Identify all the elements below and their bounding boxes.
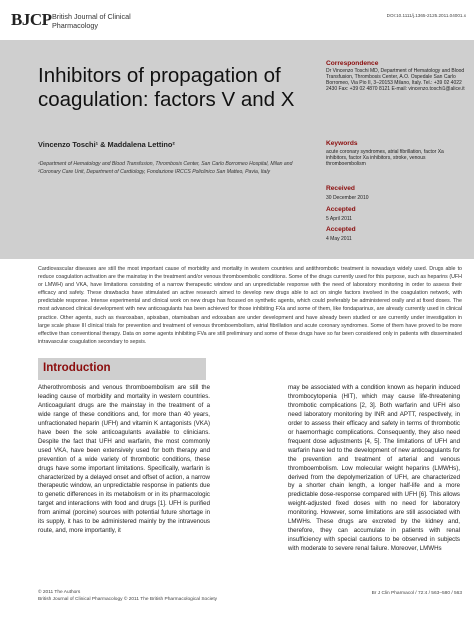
accepted-label: Accepted bbox=[326, 206, 356, 213]
footer-citation: Br J Clin Pharmacol / 72:4 / 563–580 / 563 bbox=[371, 591, 462, 596]
keywords-text: acute coronary syndromes, atrial fibrillation, factor Xa inhibitors, factor Xa inhibitors, stroke, venous thromboembolism bbox=[326, 149, 444, 168]
abstract: Cardiovascular diseases are still the most important cause of morbidity and mortality in western countries and antithrombotic treatment is nowadays widely used. Drugs able to reduce coagulation activation are the mainstay in the treatment and/or venous thromboembolic conditions. Some of the drugs currently used for this purpose, such as heparins (UFH or LMWH) and VKA, have limitations consisting of a narrow therapeutic window and an unpredictable response with the need of laboratory monitoring in order to assess their efficacy and safety. These drawbacks have stimulated an active research aimed to develop new drugs able to act on single factors involved in the coagulation network, with predictable response. Intense experimental and clinical work on new drugs has focused on synthetic agents, which could preferably be administered orally and at fixed doses. The most advanced clinical development with new anticoagulants has been achieved for those inhibiting FXa and some of them, like fondaparinux, are already currently used in clinical practice. Other agents, such as rivaroxaban, apixaban, otamixaban and edoxaban are under development and have already been studied or are currently under investigation in large scale phase III clinical trials for prevention and treatment of venous thromboembolism, atrial fibrillation and acute coronary syndromes. Some of them have proved to be more effective than conventional therapy. Data on some agents inhibiting FVa are still preliminary and some of these drugs have so far been considered only in patients with disseminated intravascular coagulation secondary to sepsis. bbox=[38, 266, 462, 345]
correspondence-text: Dr Vincenzo Toschi MD, Department of Hematology and Blood Transfusion, Thrombosis Center, A.O. Ospedale San Carlo Borromeo, Via Pio II, 3–20153 Milano, Italy. Tel.: +39 02 4022 2430 Fax: +39 02 4870 8121 E-mail: vincenzo.toschi1@alice.it bbox=[326, 68, 465, 93]
introduction-heading: Introduction bbox=[43, 361, 111, 374]
footer-journal-credit: British Journal of Clinical Pharmacology © 2011 The British Pharmacological Society bbox=[38, 596, 218, 602]
received-label: Received bbox=[326, 185, 355, 192]
keywords-label: Keywords bbox=[326, 140, 358, 147]
accepted-proofs-date: 4 May 2011 bbox=[326, 236, 352, 242]
footer-copyright-line: © 2011 The Authors bbox=[38, 590, 81, 595]
journal-name bbox=[52, 13, 131, 30]
correspondence-block bbox=[326, 60, 466, 92]
journal-name-line2: Pharmacology bbox=[52, 20, 98, 30]
journal-name-line1: British Journal of Clinical bbox=[52, 12, 131, 21]
journal-header bbox=[0, 0, 474, 40]
received-date: 30 December 2010 bbox=[326, 195, 369, 201]
correspondence-label: Correspondence bbox=[326, 60, 379, 67]
journal-logo: BJCP bbox=[11, 10, 52, 29]
accepted-proofs-label: Accepted bbox=[326, 226, 356, 233]
body-column-left: Atherothrombosis and venous thromboembolism are still the leading cause of morbidity and mortality in western countries. Anticoagulant drugs are the mainstay in the treatment of a wide range of these conditions and, for more than 40 years, unfractionated heparin (UFH) and vitamin K antagonists (VKA) have been the sole anticoagulants available to clinicians. Despite the fact that UFH and warfarin, the most commonly used VKA, have been extensively used for both therapy and prevention of a wide variety of thrombotic conditions, these drugs have some important limitations. Specifically, warfarin is characterized by a delayed onset and offset of action, a narrow therapeutic window, an unpredictable response in patients due to genetic differences in its metabolism or in its pharmacologic target and interactions with food and drugs [1]. UFH is purified from animal (porcine) sources with potential future shortage in its supply, it has to be administered mainly by the intravenous route, and, more importantly, it bbox=[38, 384, 210, 535]
body-column-right: may be associated with a condition known as heparin induced thrombocytopenia (HIT), which may cause life-threatening thrombotic complications [2, 3]. Both warfarin and UFH also need laboratory monitoring by INR and APTT, respectively, in order to assess their efficacy and safety in terms of thrombotic or haemorrhagic complications. Consequently, they also need frequent dose adjustments [4, 5]. The limitations of UFH and warfarin have led to the development of new anticoagulants for the prevention and treatment of arterial and venous thromboembolism. Low molecular weight heparins (LMWHs), derived from the depolymerization of UFH, are characterized by a shorter chain length, a longer half-life and a more predictable dose-response compared with UFH [6]. This allows weight-adjusted fixed doses with no need for laboratory monitoring. However, some limitations are still associated with LMWHs. These drugs are excreted by the kidney and, therefore, they can accumulate in patients with renal insufficiency with special cautions to be observed in subjects with moderate to severe renal failure. Moreover, LMWHs bbox=[288, 384, 460, 553]
article-affiliations: ¹Department of Hematology and Blood Transfusion, Thrombosis Center, San Carlo Borromeo Hospital, Milan and ²Coronary Care Unit, Department of Cardiology, Fondazione IRCCS Policlinico San Matteo, Pavia, Italy bbox=[38, 161, 293, 176]
footer-copyright bbox=[38, 590, 217, 603]
doi: DOI:10.1111/j.1365-2125.2011.04001.x bbox=[386, 13, 466, 18]
article-authors: Vincenzo Toschi¹ & Maddalena Lettino² bbox=[38, 140, 175, 149]
accepted-date: 5 April 2011 bbox=[326, 216, 353, 222]
article-title: Inhibitors of propagation of coagulation: factors V and X bbox=[38, 64, 295, 111]
